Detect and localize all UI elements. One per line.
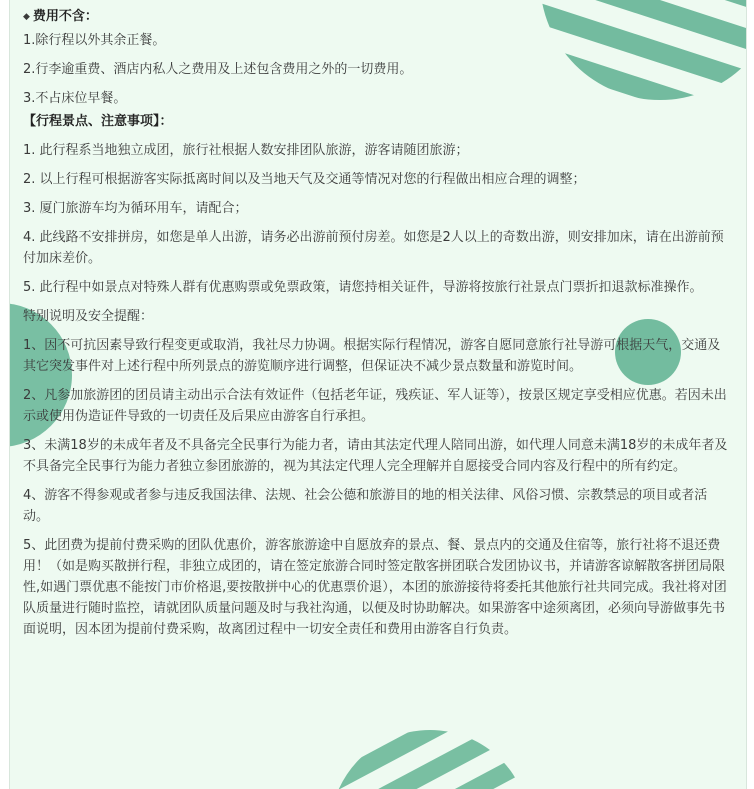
document-content (10, 0, 746, 640)
exclusion-item: 2.行李逾重费、酒店内私人之费用及上述包含费用之外的一切费用。 (23, 62, 413, 77)
notes-heading: 【行程景点、注意事项】： (23, 114, 173, 129)
safety-item: 2、凡参加旅游团的团员请主动出示合法有效证件（包括老年证，残疾证、军人证等），按景区规定享受相应优惠。若因未出示或使用伪造证件导致的一切责任及后果应由游客自行承担。 (23, 388, 727, 424)
striped-circle-bottom (291, 672, 580, 789)
safety-item: 5、此团费为提前付费采购的团队优惠价，游客旅游途中自愿放弃的景点、餐、景点内的交通及住宿等，旅行社将不退还费用！（如是购买散拼行程，非独立成团的，请在签定旅游合同时签定散客拼团联合发团协议书，并请游客谅解散客拼团局限性,如遇门票优惠不能按门市价格退,要按散拼中心的优惠票价退），本团的旅游接待将委托其他旅行社共同完成。我社将对团队质量进行随时监控，请就团队质量问题及时与我社沟通，以便及时协助解决。如果游客中途须离团，必须向导游做事先书面说明，因本团为提前付费采购，故离团过程中一切安全责任和费用由游客自行负责。 (23, 538, 727, 637)
exclusion-item: 3.不占床位早餐。 (23, 91, 127, 106)
note-item: 5. 此行程中如景点对特殊人群有优惠购票或免票政策，请您持相关证件，导游将按旅行社景点门票折扣退款标准操作。 (23, 280, 703, 295)
diamond-bullet-icon: ◆ (23, 12, 30, 22)
safety-item: 1、因不可抗因素导致行程变更或取消，我社尽力协调。根据实际行程情况，游客自愿同意旅行社导游可根据天气，交通及其它突发事件对上述行程中所列景点的游览顺序进行调整，但保证决不减少景点数量和游览时间。 (23, 338, 721, 374)
exclusions-heading: ◆ 费用不含： (23, 9, 98, 24)
note-item: 3. 厦门旅游车均为循环用车，请配合； (23, 201, 248, 216)
safety-item: 4、游客不得参观或者参与违反我国法律、法规、社会公德和旅游目的地的相关法律、风俗习惯、宗教禁忌的项目或者活动。 (23, 488, 708, 524)
note-item: 1. 此行程系当地独立成团，旅行社根据人数安排团队旅游，游客请随团旅游； (23, 143, 469, 158)
note-item: 4. 此线路不安排拼房，如您是单人出游，请务必出游前预付房差。如您是2人以上的奇数出游，则安排加床，请在出游前预付加床差价。 (23, 230, 724, 266)
safety-heading: 特别说明及安全提醒： (23, 309, 154, 324)
document-page (9, 0, 747, 789)
exclusion-item: 1.除行程以外其余正餐。 (23, 33, 166, 48)
safety-item: 3、未满18岁的未成年者及不具备完全民事行为能力者，请由其法定代理人陪同出游，如代理人同意未满18岁的未成年者及不具备完全民事行为能力者独立参团旅游的，视为其法定代理人完全理解并自愿接受合同内容及行程中的所有约定。 (23, 438, 728, 474)
note-item: 2. 以上行程可根据游客实际抵离时间以及当地天气及交通等情况对您的行程做出相应合理的调整； (23, 172, 586, 187)
